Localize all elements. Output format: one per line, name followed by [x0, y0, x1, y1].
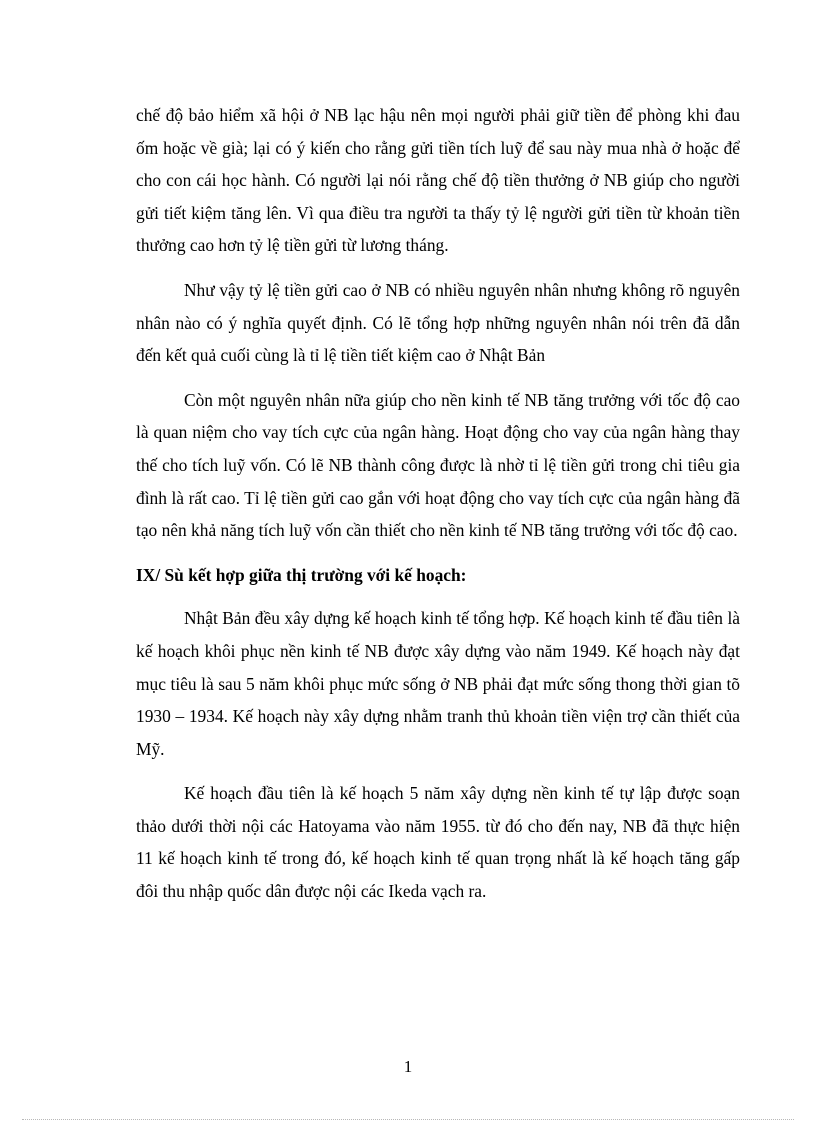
paragraph-savings-conclusion: Như vậy tỷ lệ tiền gửi cao ở NB có nhiều nguyên nhân nhưng không rõ nguyên nhân nào có ý nghĩa quyết định. Có lẽ tổng hợp những nguyên nhân nói trên đã dẫn đến kết quả cuối cùng là tỉ lệ tiền tiết kiệm cao ở Nhật Bản: [136, 279, 740, 366]
paragraph-five-year-plan: Kế hoạch đầu tiên là kế hoạch 5 năm xây dựng nền kinh tế tự lập được soạn thảo dưới thời nội các Hatoyama vào năm 1955. từ đó cho đến nay, NB đã thực hiện 11 kế hoạch kinh tế trong đó, kế hoạch kinh tế quan trọng nhất là kế hoạch tăng gấp đôi thu nhập quốc dân được nội các Ikeda vạch ra.: [136, 783, 740, 902]
document-body: [136, 99, 740, 920]
section-heading: IX/ Sù kết hợp giữa thị trường với kế hoạch:: [136, 564, 467, 585]
page-number: 1: [403, 1057, 413, 1076]
paragraph-first-plan: Nhật Bản đều xây dựng kế hoạch kinh tế tổng hợp. Kế hoạch kinh tế đầu tiên là kế hoạch khôi phục nền kinh tế NB được xây dựng vào năm 1949. Kế hoạch này đạt mục tiêu là sau 5 năm khôi phục mức sống ở NB phải đạt mức sống thong thời gian tõ 1930 – 1934. Kế hoạch này xây dựng nhằm tranh thủ khoản tiền viện trợ cần thiết của Mỹ.: [136, 608, 740, 759]
footer-divider: [22, 1119, 794, 1120]
paragraph-bank-lending: Còn một nguyên nhân nữa giúp cho nền kinh tế NB tăng trưởng với tốc độ cao là quan niệm cho vay tích cực của ngân hàng. Hoạt động cho vay của ngân hàng thay thế cho tích luỹ vốn. Có lẽ NB thành công được là nhờ tỉ lệ tiền gửi trong chi tiêu gia đình là rất cao. Tỉ lệ tiền gửi cao gắn với hoạt động cho vay tích cực của ngân hàng đã tạo nên khả năng tích luỹ vốn cần thiết cho nền kinh tế NB tăng trưởng với tốc độ cao.: [136, 389, 740, 541]
paragraph-savings-reasons: chế độ bảo hiểm xã hội ở NB lạc hậu nên mọi người phải giữ tiền để phòng khi đau ốm hoặc về già; lại có ý kiến cho rằng gửi tiền tích luỹ để sau này mua nhà ở hoặc để cho con cái học hành. Có người lại nói rằng chế độ tiền thưởng ở NB giúp cho người gửi tiết kiệm tăng lên. Vì qua điều tra người ta thấy tỷ lệ người gửi tiền từ khoản tiền thưởng cao hơn tỷ lệ tiền gửi từ lương tháng.: [136, 105, 740, 256]
